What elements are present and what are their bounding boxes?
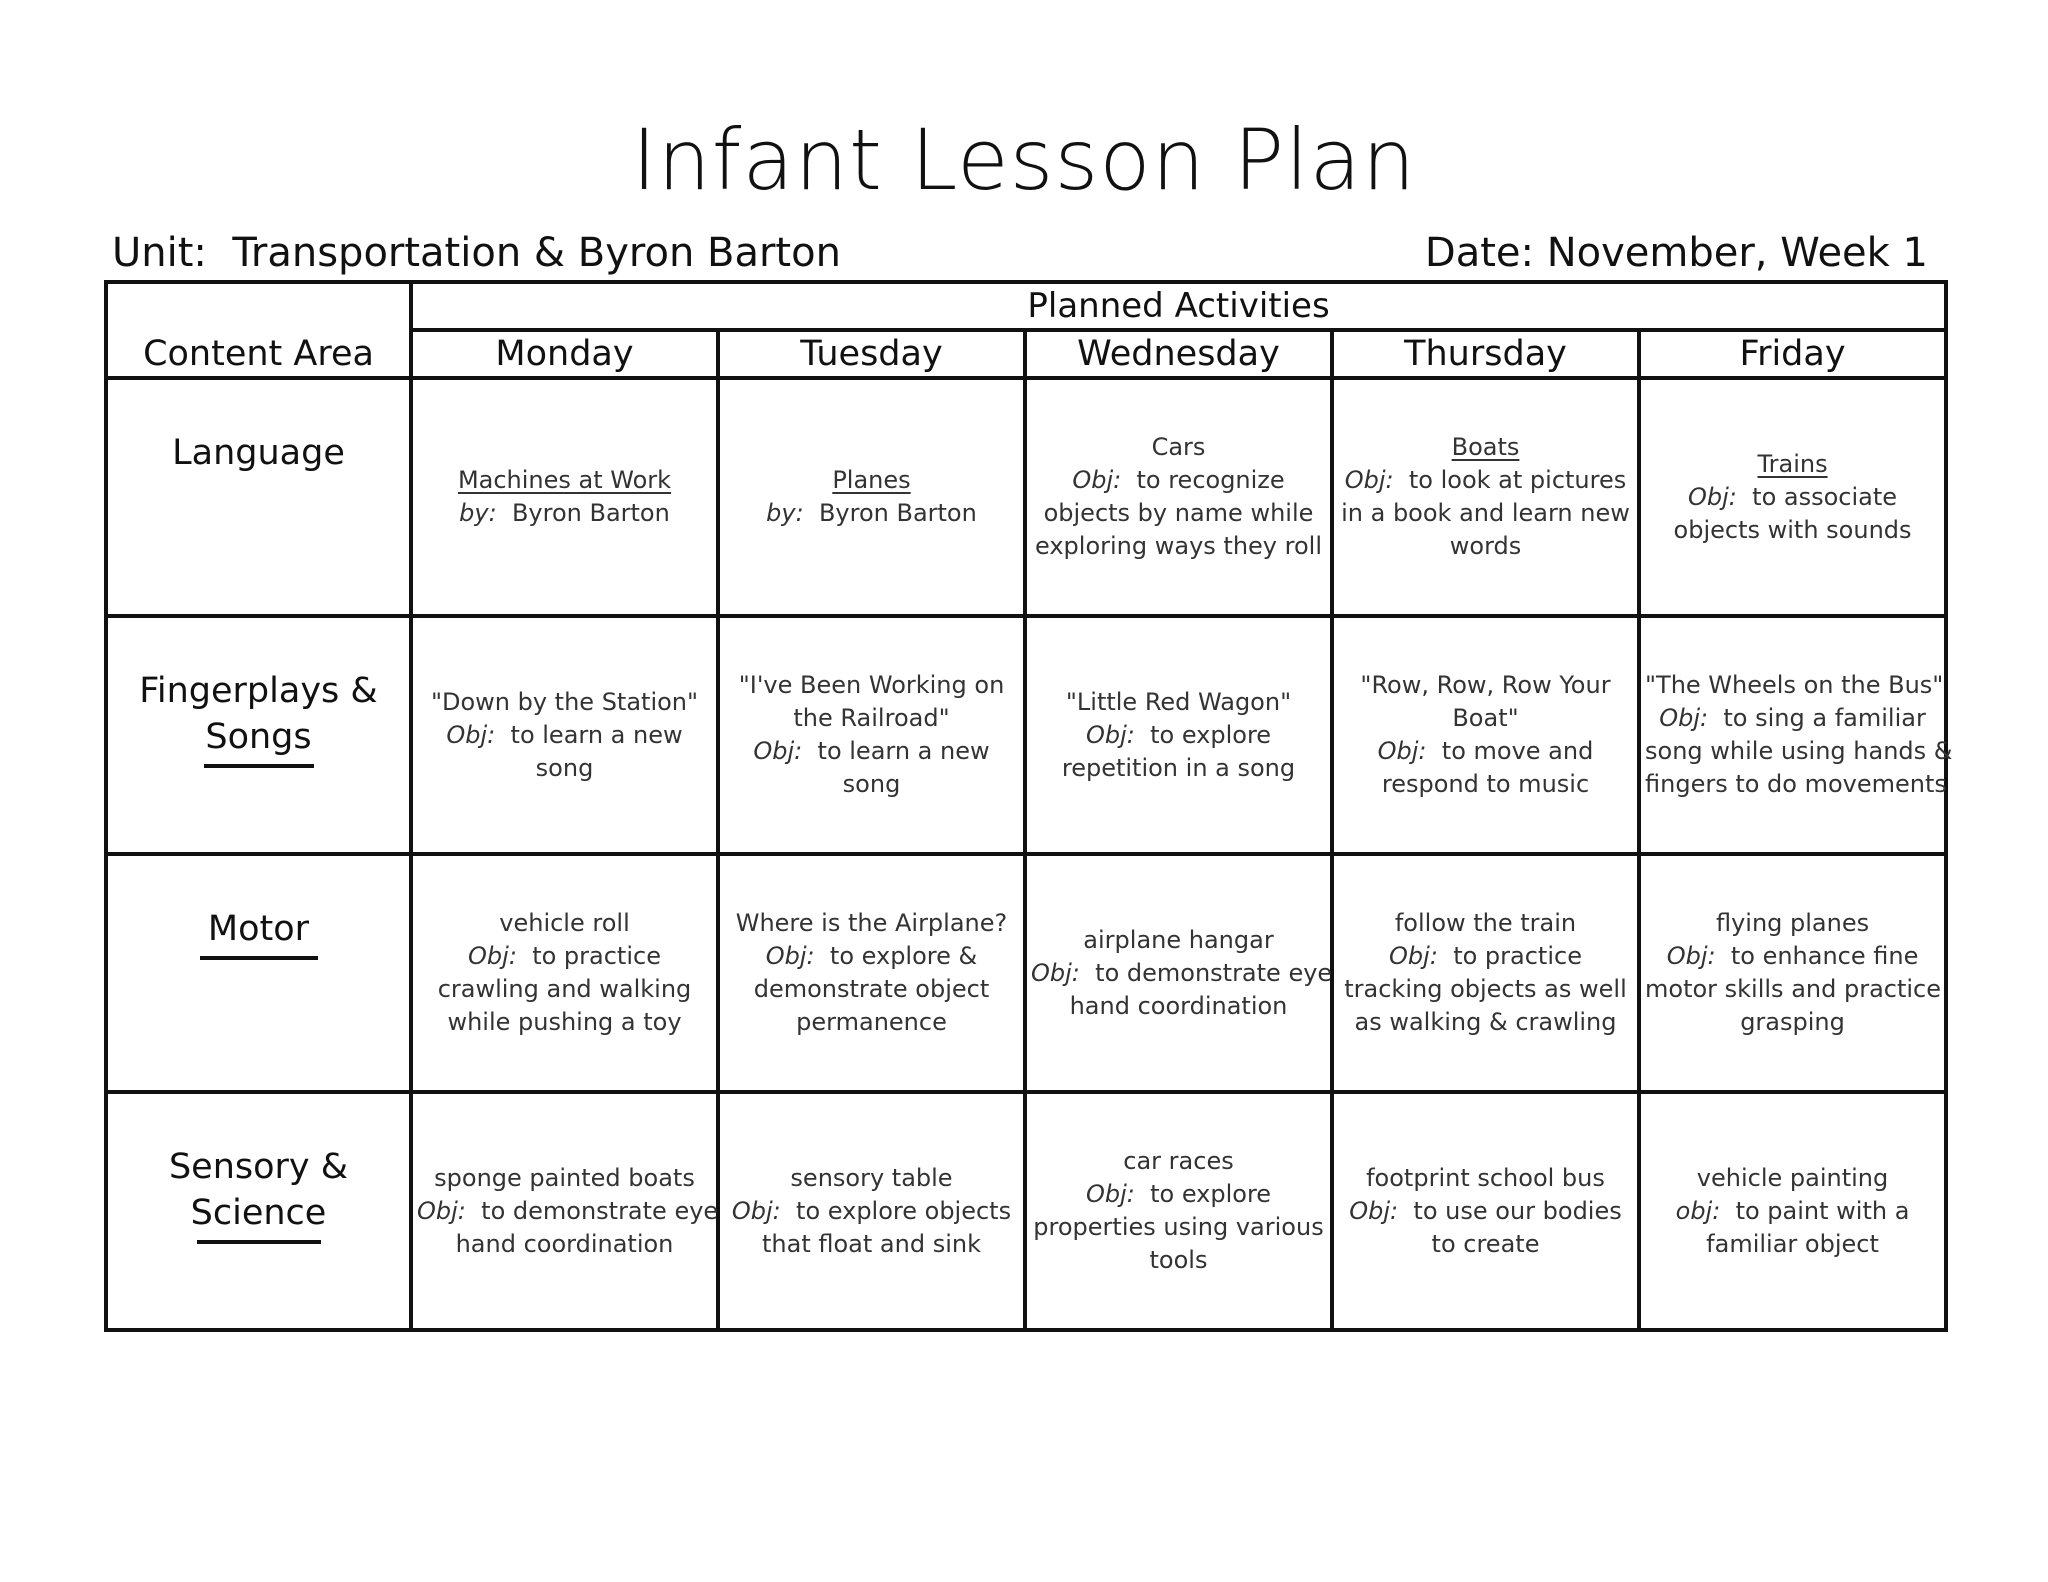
objective-text: to look at pictures [1408, 466, 1627, 494]
activity-title-line2: Boat" [1452, 704, 1519, 732]
activity-objective [1031, 719, 1326, 752]
table-row [106, 616, 1946, 854]
activity-author [724, 497, 1019, 530]
objective-label: Obj: [765, 942, 815, 970]
activity-objective-line: hand coordination [1069, 991, 1288, 1020]
activity-objective-line: that float and sink [762, 1229, 981, 1258]
lesson-plan-table [104, 280, 1953, 1332]
objective-label: obj: [1675, 1196, 1721, 1225]
objective-label: Obj: [1349, 1196, 1399, 1225]
content-area-underline [204, 764, 314, 768]
objective-label: Obj: [1666, 942, 1716, 970]
planned-activities-header: Planned Activities [411, 282, 1946, 330]
objective-text: to explore [1150, 720, 1272, 749]
day-header-monday: Monday [411, 330, 718, 378]
objective-label: Obj: [731, 1196, 781, 1225]
activity-objective-line: words [1449, 532, 1522, 560]
activity-objective [1031, 464, 1326, 497]
objective-text: to practice [532, 942, 661, 970]
activity-cell [1332, 1092, 1639, 1330]
objective-label: Obj: [417, 1196, 466, 1225]
objective-label: Obj: [1659, 704, 1709, 732]
activity-author [417, 497, 712, 530]
activity-cell [411, 854, 718, 1092]
activity-objective [1645, 940, 1940, 973]
activity-cell [718, 1092, 1025, 1330]
author-name: Byron Barton [818, 499, 977, 527]
unit-label: Unit: [112, 230, 207, 276]
objective-label: Obj: [1031, 958, 1080, 987]
header-meta [112, 228, 1928, 278]
activity-cell [1639, 854, 1946, 1092]
activity-title: sponge painted boats [434, 1163, 695, 1192]
activity-cell [1025, 1092, 1332, 1330]
objective-text: to paint with a [1735, 1196, 1910, 1225]
activity-cell [1639, 378, 1946, 616]
activity-objective-line: objects with sounds [1673, 515, 1912, 544]
activity-cell [1639, 1092, 1946, 1330]
objective-text: to associate [1752, 482, 1898, 511]
objective-text: to explore [1150, 1180, 1272, 1208]
activity-objective [1338, 464, 1633, 497]
objective-text: to enhance fine [1730, 942, 1919, 970]
activity-objective-line: grasping [1740, 1008, 1845, 1036]
objective-text: to move and [1441, 737, 1594, 765]
activity-cell [718, 616, 1025, 854]
activity-title: sensory table [790, 1163, 953, 1192]
activity-cell [1332, 854, 1639, 1092]
page-title: Infant Lesson Plan [631, 111, 1417, 209]
activity-objective [724, 940, 1019, 973]
activity-objective-line: tools [1149, 1246, 1208, 1274]
activity-objective [1645, 1195, 1940, 1228]
activity-objective [724, 1195, 1019, 1228]
activity-objective-line: crawling and walking [437, 975, 692, 1003]
objective-label: Obj: [468, 942, 517, 970]
author-name: Byron Barton [511, 499, 670, 527]
author-label: by: [459, 499, 497, 527]
activity-cell [718, 854, 1025, 1092]
day-header-tuesday: Tuesday [718, 330, 1025, 378]
content-area-cell [106, 1092, 411, 1330]
activity-objective-line: respond to music [1381, 770, 1590, 798]
activity-objective-line: song while using hands & [1645, 737, 1953, 765]
content-area-header: Content Area [106, 282, 411, 378]
content-area-label: Sensory & Science [168, 1147, 349, 1233]
activity-objective [417, 1195, 719, 1228]
activity-cell [1332, 616, 1639, 854]
activity-objective [1338, 940, 1633, 973]
activity-objective-line: hand coordination [455, 1229, 674, 1258]
activity-objective [724, 735, 1019, 768]
objective-text: to explore objects [796, 1196, 1012, 1225]
day-header-thursday: Thursday [1332, 330, 1639, 378]
activity-title: vehicle roll [499, 909, 630, 937]
objective-text: to recognize [1136, 466, 1285, 494]
activity-title: Boats [1451, 433, 1520, 461]
objective-text: to learn a new [817, 737, 990, 765]
activity-title: flying planes [1715, 909, 1870, 937]
content-area-cell [106, 854, 411, 1092]
activity-cell [718, 378, 1025, 616]
objective-label: Obj: [1377, 737, 1427, 765]
objective-label: Obj: [1688, 482, 1737, 511]
activity-objective-line: fingers to do movements [1645, 770, 1947, 798]
content-area-label: Language [172, 433, 345, 473]
date-field [1425, 228, 1928, 278]
date-value: November, Week 1 [1546, 230, 1928, 276]
objective-text: to demonstrate eye [1095, 958, 1333, 987]
content-area-label-line2: Songs [205, 717, 312, 757]
objective-label: Obj: [1072, 466, 1122, 494]
objective-label: Obj: [1389, 942, 1438, 970]
table-row [106, 854, 1946, 1092]
activity-objective [1031, 1178, 1326, 1211]
objective-label: Obj: [1085, 720, 1135, 749]
objective-label: Obj: [1085, 1180, 1135, 1208]
activity-objective-line: motor skills and practice [1645, 975, 1942, 1003]
activity-cell [411, 378, 718, 616]
activity-title: Cars [1151, 433, 1206, 461]
activity-objective-line: permanence [796, 1008, 947, 1036]
activity-cell [411, 1092, 718, 1330]
objective-text: to practice [1453, 942, 1582, 970]
objective-text: to demonstrate eye [481, 1196, 719, 1225]
objective-text: to use our bodies [1413, 1196, 1622, 1225]
activity-title: "The Wheels on the Bus" [1645, 671, 1944, 699]
activity-objective-line: as walking & crawling [1354, 1008, 1617, 1036]
activity-objective [417, 940, 712, 973]
activity-title: "Down by the Station" [430, 687, 699, 716]
content-area-cell [106, 378, 411, 616]
objective-text: to learn a new [510, 720, 683, 749]
objective-label: Obj: [1344, 466, 1394, 494]
activity-title: Planes [832, 466, 911, 494]
activity-cell [1025, 616, 1332, 854]
unit-value: Transportation & Byron Barton [232, 230, 841, 276]
activity-title: follow the train [1394, 909, 1577, 937]
activity-cell [1639, 616, 1953, 854]
activity-cell [411, 616, 718, 854]
activity-objective-line: demonstrate object [753, 975, 990, 1003]
activity-objective [1031, 957, 1333, 990]
activity-title: Machines at Work [457, 466, 672, 494]
activity-objective-line: familiar object [1706, 1229, 1879, 1258]
activity-objective [1645, 702, 1940, 735]
activity-objective-line: in a book and learn new [1341, 499, 1630, 527]
activity-objective [1338, 735, 1633, 768]
day-header-wednesday: Wednesday [1025, 330, 1332, 378]
activity-objective-line: repetition in a song [1061, 753, 1296, 782]
content-area-underline [200, 956, 318, 960]
activity-objective-line: tracking objects as well [1344, 975, 1627, 1003]
content-area-label: Motor [207, 909, 310, 949]
activity-objective-line: song [535, 753, 594, 782]
author-label: by: [766, 499, 804, 527]
table-row [106, 378, 1946, 616]
activity-title: Trains [1757, 449, 1828, 478]
unit-field [112, 228, 841, 278]
content-area-underline [197, 1240, 321, 1244]
activity-title-line2: the Railroad" [793, 704, 950, 732]
activity-objective [417, 719, 712, 752]
activity-cell [1025, 378, 1332, 616]
table-row [106, 1092, 1946, 1330]
activity-objective-line: objects by name while [1043, 499, 1314, 527]
objective-text: to explore & [829, 942, 978, 970]
activity-title: "Little Red Wagon" [1065, 687, 1292, 716]
activity-objective [1645, 481, 1940, 514]
activity-title: "Row, Row, Row Your [1360, 671, 1611, 699]
objective-label: Obj: [753, 737, 803, 765]
activity-title: airplane hangar [1083, 925, 1274, 954]
activity-title: "I've Been Working on [738, 671, 1005, 699]
activity-title: footprint school bus [1366, 1163, 1605, 1192]
content-area-cell [106, 616, 411, 854]
activity-title: Where is the Airplane? [735, 909, 1008, 937]
objective-text: to sing a familiar [1723, 704, 1926, 732]
activity-cell [1025, 854, 1332, 1092]
objective-label: Obj: [446, 720, 496, 749]
activity-objective [1338, 1195, 1633, 1228]
activity-objective-line: song [842, 770, 901, 798]
activity-title: car races [1123, 1147, 1234, 1175]
activity-objective-line: to create [1431, 1229, 1540, 1258]
content-area-label: Fingerplays & [139, 671, 378, 711]
activity-objective-line: while pushing a toy [447, 1008, 682, 1036]
activity-cell [1332, 378, 1639, 616]
date-label: Date: [1424, 230, 1534, 276]
activity-objective-line: properties using various [1033, 1213, 1324, 1241]
activity-objective-line: exploring ways they roll [1035, 532, 1322, 560]
day-header-friday: Friday [1639, 330, 1946, 378]
activity-title: vehicle painting [1696, 1163, 1889, 1192]
